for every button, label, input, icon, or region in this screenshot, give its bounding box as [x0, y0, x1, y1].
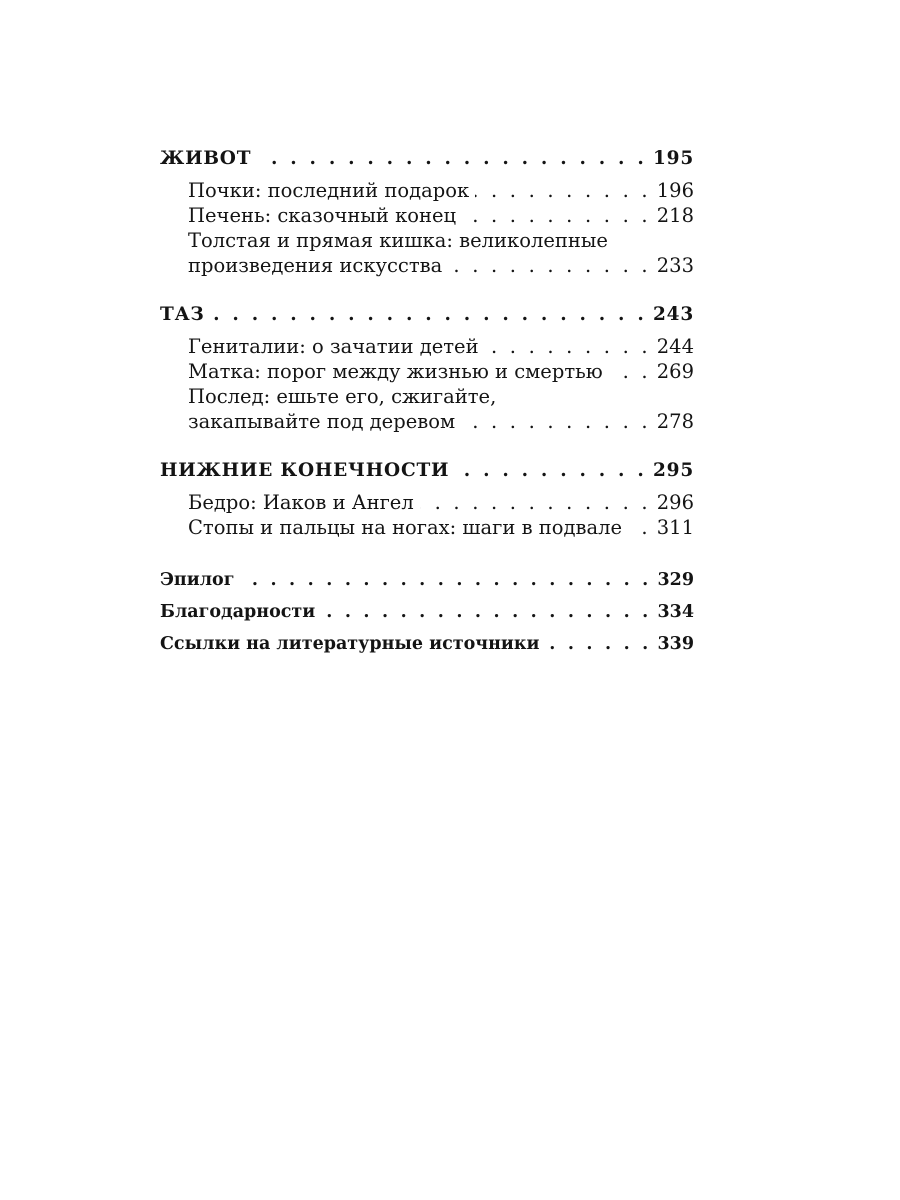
page-number: 296	[656, 491, 694, 514]
dot-leader	[211, 302, 647, 327]
page-number: 334	[657, 602, 694, 622]
dot-leader	[609, 359, 651, 384]
toc-entry	[160, 253, 694, 278]
entry-title-line: Послед: ешьте его, сжигайте,	[188, 385, 497, 408]
entry-title: закапывайте под деревом	[188, 410, 456, 433]
backmatter-title: Ссылки на литературные источники	[160, 634, 540, 654]
dot-leader	[628, 515, 651, 540]
page-number: 269	[656, 360, 694, 383]
toc-section-lower-limbs	[160, 458, 694, 540]
toc-backmatter-acknowledgements[interactable]	[160, 596, 694, 628]
entry-title: Почки: последний подарок	[188, 179, 470, 202]
toc-backmatter-references[interactable]	[160, 628, 694, 660]
page-number: 244	[656, 335, 694, 358]
section-title: НИЖНИЕ КОНЕЧНОСТИ	[160, 460, 450, 481]
toc-entry[interactable]	[160, 178, 694, 203]
dot-leader	[321, 596, 651, 628]
page-number: 218	[656, 204, 694, 227]
entry-title: Печень: сказочный конец	[188, 204, 457, 227]
entry-title-line: Толстая и прямая кишка: великолепные	[188, 229, 608, 252]
toc-entry[interactable]	[160, 203, 694, 228]
dot-leader	[420, 490, 651, 515]
page-number: 295	[652, 460, 694, 481]
toc-section-heading[interactable]	[160, 458, 694, 483]
dot-leader	[475, 178, 651, 203]
toc-section-abdomen	[160, 146, 694, 278]
entry-title: Стопы и пальцы на ногах: шаги в подвале	[188, 516, 623, 539]
page-number: 311	[656, 516, 694, 539]
dot-leader	[257, 146, 647, 171]
toc-section-heading[interactable]	[160, 146, 694, 171]
toc-entry-multiline[interactable]	[160, 228, 694, 278]
section-title: ТАЗ	[160, 304, 205, 325]
toc-entry[interactable]	[160, 515, 694, 540]
toc-entry[interactable]	[160, 334, 694, 359]
toc-entry-multiline[interactable]	[160, 384, 694, 434]
entry-title: Бедро: Иаков и Ангел	[188, 491, 414, 514]
page-number: 278	[656, 410, 694, 433]
page-number: 196	[656, 179, 694, 202]
page-number: 243	[652, 304, 694, 325]
page-number: 233	[656, 254, 694, 277]
backmatter-title: Благодарности	[160, 602, 316, 622]
toc-section-heading[interactable]	[160, 302, 694, 327]
toc-entry[interactable]	[160, 490, 694, 515]
dot-leader	[448, 253, 651, 278]
dot-leader	[240, 564, 651, 596]
dot-leader	[485, 334, 651, 359]
toc-entry[interactable]	[160, 359, 694, 384]
toc-back-matter	[160, 564, 694, 660]
table-of-contents	[160, 146, 694, 660]
entry-title: произведения искусства	[188, 254, 443, 277]
dot-leader	[546, 628, 652, 660]
dot-leader	[455, 458, 647, 483]
backmatter-title: Эпилог	[160, 570, 235, 590]
page-number: 339	[657, 634, 694, 654]
dot-leader	[461, 409, 651, 434]
entry-title: Матка: порог между жизнью и смертью	[188, 360, 603, 383]
dot-leader	[462, 203, 651, 228]
section-title: ЖИВОТ	[160, 148, 252, 169]
page-number: 195	[652, 148, 694, 169]
toc-backmatter-epilogue[interactable]	[160, 564, 694, 596]
entry-title: Гениталии: о зачатии детей	[188, 335, 479, 358]
toc-section-pelvis	[160, 302, 694, 434]
toc-entry	[160, 409, 694, 434]
page-number: 329	[657, 570, 694, 590]
